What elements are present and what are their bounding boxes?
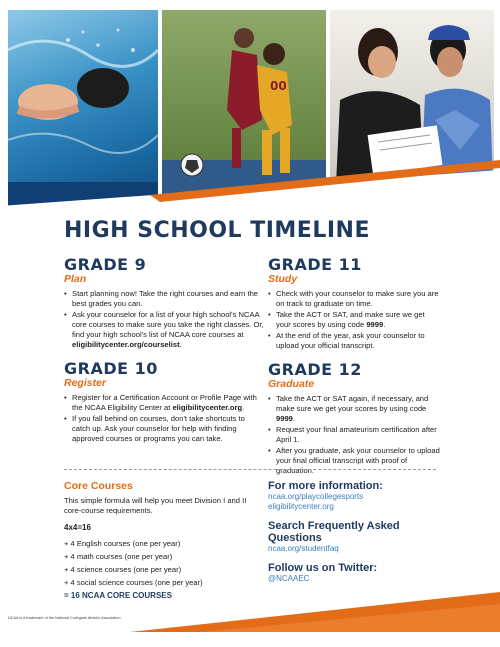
- list-item: • Register for a Certification Account or Profile Page with the NCAA Eligibility Center at eligibilitycenter.org.: [64, 393, 264, 413]
- svg-text:00: 00: [270, 79, 287, 93]
- grade-9-section: [64, 256, 264, 350]
- eligibilitycenter-link[interactable]: eligibilitycenter.org: [268, 502, 334, 511]
- timeline-right-column: [268, 256, 440, 486]
- header-divider-wedge: [0, 150, 500, 220]
- grade-9-subtitle: Plan: [64, 273, 87, 285]
- grade-11-section: [268, 256, 440, 351]
- list-item: • Take the ACT or SAT again, if necessary, and make sure we get your scores by using code 9999.: [268, 394, 440, 424]
- grade-10-list: [64, 393, 264, 444]
- list-item: • Start planning now! Take the right courses and earn the best grades you can.: [64, 289, 264, 309]
- core-formula: 4x4=16: [64, 523, 91, 532]
- grade-11-subtitle: Study: [268, 273, 298, 285]
- studentfaq-link[interactable]: ncaa.org/studentfaq: [268, 544, 339, 553]
- core-line-social-science: + 4 social science courses (one per year): [64, 578, 203, 587]
- score-code: 9999: [276, 414, 293, 423]
- page-title: HIGH SCHOOL TIMELINE: [64, 218, 370, 243]
- faq-heading: Search Frequently Asked Questions: [268, 520, 400, 544]
- trademark-notice: NCAA is a trademark of the National Collegiate Athletic Association.: [8, 616, 122, 620]
- more-info-heading: For more information:: [268, 480, 383, 492]
- core-line-science: + 4 science courses (one per year): [64, 565, 182, 574]
- grade-12-subtitle: Graduate: [268, 378, 315, 390]
- grade-12-list: [268, 394, 440, 476]
- core-line-math: + 4 math courses (one per year): [64, 552, 173, 561]
- courselist-link[interactable]: eligibilitycenter.org/courselist: [72, 340, 180, 349]
- score-code: 9999: [366, 320, 384, 329]
- twitter-heading: Follow us on Twitter:: [268, 562, 378, 574]
- grade-10-section: [64, 360, 264, 444]
- grade-11-list: [268, 289, 440, 351]
- grade-12-heading: GRADE 12: [268, 360, 362, 379]
- list-item: • Ask your counselor for a list of your high school's NCAA core courses to make sure you take the right classes. Or, find your high school's list of NCAA core courses at eligibilitycenter.org/courselist.: [64, 310, 264, 350]
- core-line-english: + 4 English courses (one per year): [64, 539, 181, 548]
- twitter-handle-link[interactable]: @NCAAEC: [268, 574, 310, 583]
- grade-9-heading: GRADE 9: [64, 255, 147, 274]
- playcollegesports-link[interactable]: ncaa.org/playcollegesports: [268, 492, 364, 501]
- list-item: • At the end of the year, ask your counselor to upload your official transcript.: [268, 331, 440, 351]
- list-item: • Request your final amateurism certification after April 1.: [268, 425, 440, 445]
- eligibility-center-link[interactable]: eligibilitycenter.org: [172, 403, 243, 412]
- grade-12-section: [268, 361, 440, 476]
- list-item: • Check with your counselor to make sure you are on track to graduate on time.: [268, 289, 440, 309]
- list-item: • If you fall behind on courses, don't take shortcuts to catch up. Ask your counselor for help with finding approved courses or programs you can take.: [64, 414, 264, 444]
- core-courses-heading: Core Courses: [64, 480, 133, 492]
- grade-10-subtitle: Register: [64, 377, 107, 389]
- grade-9-list: [64, 289, 264, 350]
- core-courses-intro: This simple formula will help you meet Division I and II core-course requirements.: [64, 496, 247, 515]
- grade-11-heading: GRADE 11: [268, 255, 362, 274]
- more-info-section: [268, 480, 448, 584]
- list-item: • Take the ACT or SAT, and make sure we get your scores by using code 9999.: [268, 310, 440, 330]
- core-total: = 16 NCAA CORE COURSES: [64, 591, 172, 600]
- timeline-left-column: [64, 256, 264, 454]
- list-item: • After you graduate, ask your counselor to upload your final official transcript with proof of graduation.: [268, 446, 440, 476]
- grade-10-heading: GRADE 10: [64, 359, 158, 378]
- section-divider: [64, 469, 436, 470]
